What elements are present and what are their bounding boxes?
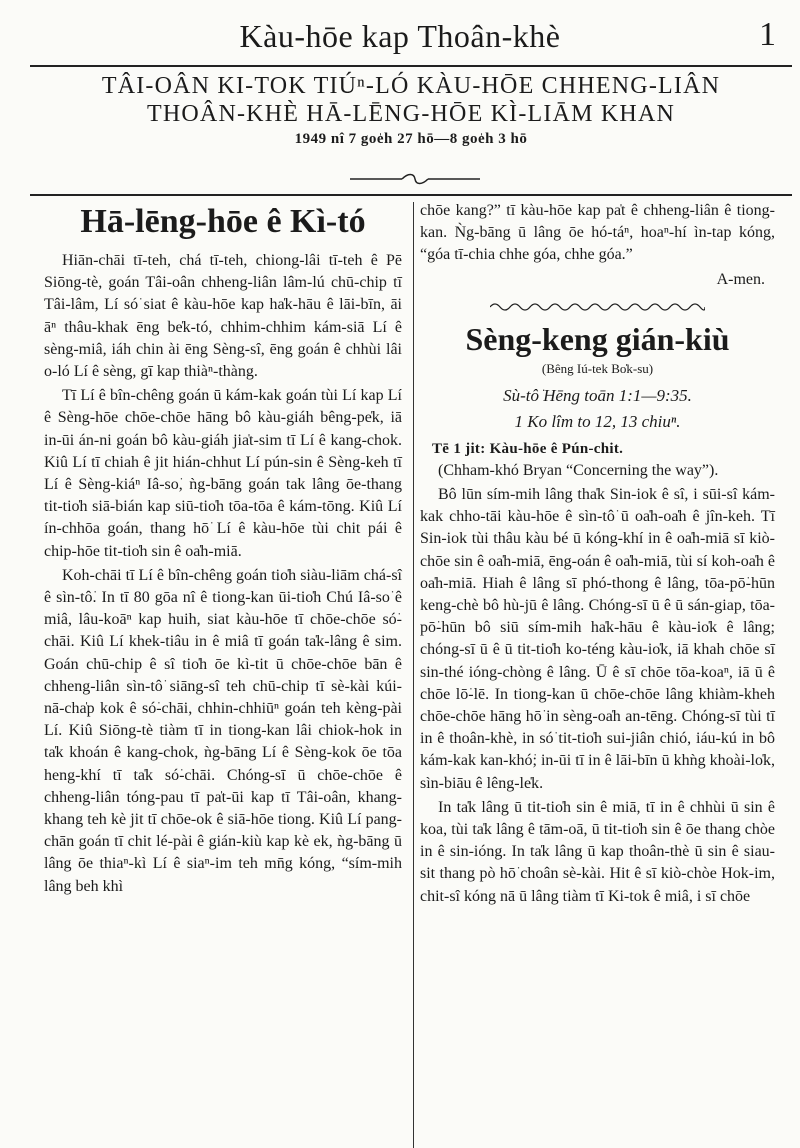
top-rule — [30, 65, 792, 67]
masthead-line-1: TÂI-OÂN KI-TOK TIÚⁿ-LÓ KÀU-HŌE CHHENG-LIÂN — [101, 73, 721, 99]
page-number: 1 — [759, 16, 776, 53]
study-paragraph: Bô lūn sím-mih lâng tha̍k Sin-iok ê sî, i sūi-sî kám-kak chho-tāi kàu-hōe ê sìn-tô͘ ū oa̍h-oa̍h ê jîn-keh. Tī Sin-iok tùi thâu kàu bé ū kóng-khí in ê oa̍h-miā sī kiò-chōe sin ê oa̍h-miā, ēng-oán ê oa̍h-miā, tùi sí koh-oa̍h ê oa̍h-miā. Hiah ê lâng sī phó-thong ê lâng, tōa-pō͘-hūn keng-chè bô hù-jū ê lâng. Chóng-sī ū ê ū sán-giap, tōa-pō͘-hūn bô siū sím-mih ha̍k-hāu ê kàu-io̍k ê lâng; chóng-sī ū ê ū tit-tio̍h ko-téng kàu-io̍k, iā khah chōe sī sin-thé ióng-chòng ê lâng. Ū ê sī chōe tōa-koaⁿ, iā ū ê chōe lō͘-lē. In tiong-kan ū chōe-chōe lâng khiàm-kheh chōe-chōe hāng hō͘ in sèng-oa̍h an-tēng. Chóng-sī tùi tī in ê thoân-khè, in só͘ tit-tio̍h sui-jiân chió, iáu-kú in bô kám-kak kan-khó͘; in-ūi tī in ê lāi-bīn ū khǹg khoài-lo̍k, sìn-biāu ê lêng-le̍k. — [420, 486, 775, 792]
left-column — [44, 200, 402, 898]
article-paragraph: Koh-chāi tī Lí ê bîn-chêng goán tio̍h siàu-liām chá-sî ê sìn-tô͘. In tī 80 gōa nî ê tiong-kan ūi-tio̍h Chú Iâ-so͘ ê miâ, lâu-koāⁿ kap huih, siat kàu-hōe tī chōe-chōe só͘-chāi. Kiû Lí khek-tiâu in ê miâ tī goán ta̍k-lâng ê sim. Goán chū-chip ê sî tio̍h ōe kì-tit ū chōe-chōe bān ê chheng-liân sìn-tô͘ siāng-sî teh chū-chip tī sè-kài kúi-nā-cha̍p kok ê só͘-chāi, chhin-chhiūⁿ goán teh kèng-pài Lí. Kiû Siōng-tè tiàm tī in tiong-kan lâi chiok-hok in ta̍k khoán ê kang-chok, ǹg-bāng Lí ê Sèng-kok ōe tōa heng-khí tī ta̍k só͘-chāi. Chóng-sī ū chōe-chōe ê chheng-liân tóng-pau tī pa̍t-ūi kap tī Tâi-oân, khang-khang teh kè jit tī chōe-ok ê siā-hōe tiong. Kiû Lí pang-chān goán tī chit lé-pài ê gián-kiù kap kè ek, ǹg-bāng ū lâng ōe thiaⁿ-kì Lí ê siaⁿ-im teh mn̄g kóng, “sím-mih lâng beh khì — [44, 566, 402, 895]
article-paragraph: Tī Lí ê bîn-chêng goán ū kám-kak goán tùi Lí kap Lí ê Sèng-hōe chōe-chōe hāng bô kàu-giáh bêng-pe̍k, iā in-ūi án-ni goán bô kàu-giáh jia̍t-sim tī Lí ê kang-chok. Kiû Lí tī chiah ê jit hián-chhut Lí pún-sin ê Sèng-keh tī Lí ê Sèng-kiáⁿ Iâ-so͘, ǹg-bāng goán tak lâng ōe-thang tit-tio̍h siā-bián kap siū-tio̍h tōa-tōa ê kám-tōng. Kiû Lí ín-chhōa goán, thang hō͘ Lí ê kàu-hōe tùi chit pái ê chip-hōe tit-tio̍h sin ê oa̍h-miā. — [44, 387, 402, 560]
study-title: Sèng-keng gián-kiù — [465, 320, 730, 357]
continued-paragraph: chōe kang?” tī kàu-hōe kap pa̍t ê chheng-liân ê tiong-kan. Ǹg-bāng ū lâng ōe hó-táⁿ, hoaⁿ-hí ìn-tap kóng, “góa tī-chia chhe góa, chhe góa.” — [420, 202, 775, 264]
right-column — [420, 200, 775, 908]
masthead-dates: 1949 nî 7 goe̍h 27 hō—8 goe̍h 3 hō — [294, 131, 528, 147]
study-paragraph: In ta̍k lâng ū tit-tio̍h sin ê miā, tī in ê chhùi ū sin ê koa, tùi ta̍k lâng ê tām-oā, ū tit-tio̍h sin ê ōe thang chòe in ê sin-ióng. In ta̍k lâng ū kap thoân-thè ū sin ê siau-sit thang pò hō͘ choân sè-kài. Hit ê sī kiò-chòe Hok-im, chit-sî kóng nā ū lâng tiàm tī Ki-tok ê miâ, i sī chōe — [420, 798, 775, 905]
column-divider — [413, 202, 414, 1148]
masthead-line-2: THOÂN-KHÈ HĀ-LĒNG-HŌE KÌ-LIĀM KHAN — [146, 101, 676, 127]
study-paragraph: (Chham-khó Bryan “Concerning the way”). — [438, 461, 719, 479]
ornament-divider — [350, 173, 480, 185]
masthead — [30, 72, 792, 148]
amen-line: A-men. — [716, 270, 765, 288]
scripture-reference-2: 1 Ko lîm to 12, 13 chiuⁿ. — [514, 411, 681, 431]
masthead-bottom-rule — [30, 194, 792, 196]
running-title: Kàu-hōe kap Thoân-khè — [239, 18, 561, 54]
article-title: Hā-lēng-hōe ê Kì-tó — [80, 203, 366, 240]
article-paragraph: Hiān-chāi tī-teh, chá tī-teh, chiong-lâi tī-teh ê Pē Siōng-tè, goán Tâi-oân chheng-liân lâm-lú chū-chip tī Tâi-lâm, Lí só͘ siat ê kàu-hōe kap ha̍k-hāu ê lāi-bīn, āi āⁿ thâu-khak ēng be̍k-tó, chhim-chhim kám-siā Lí ê sèng-miâ, iáh chin ài ēng Sèng-sî, ēng goán ê chhùi lâi o-ló Lí ê sèng, gī kap thiàⁿ-thàng. — [44, 252, 402, 381]
day-section-heading — [432, 441, 775, 458]
wavy-divider — [490, 301, 705, 313]
day-section-label: Tē 1 jit: Kàu-hōe ê Pún-chit. — [432, 440, 624, 457]
running-header — [0, 12, 800, 52]
scripture-reference-1: Sù-tô͘ Hēng toān 1:1—9:35. — [503, 385, 692, 405]
study-byline: (Bêng Iú-tek Bo̍k-su) — [541, 360, 654, 376]
